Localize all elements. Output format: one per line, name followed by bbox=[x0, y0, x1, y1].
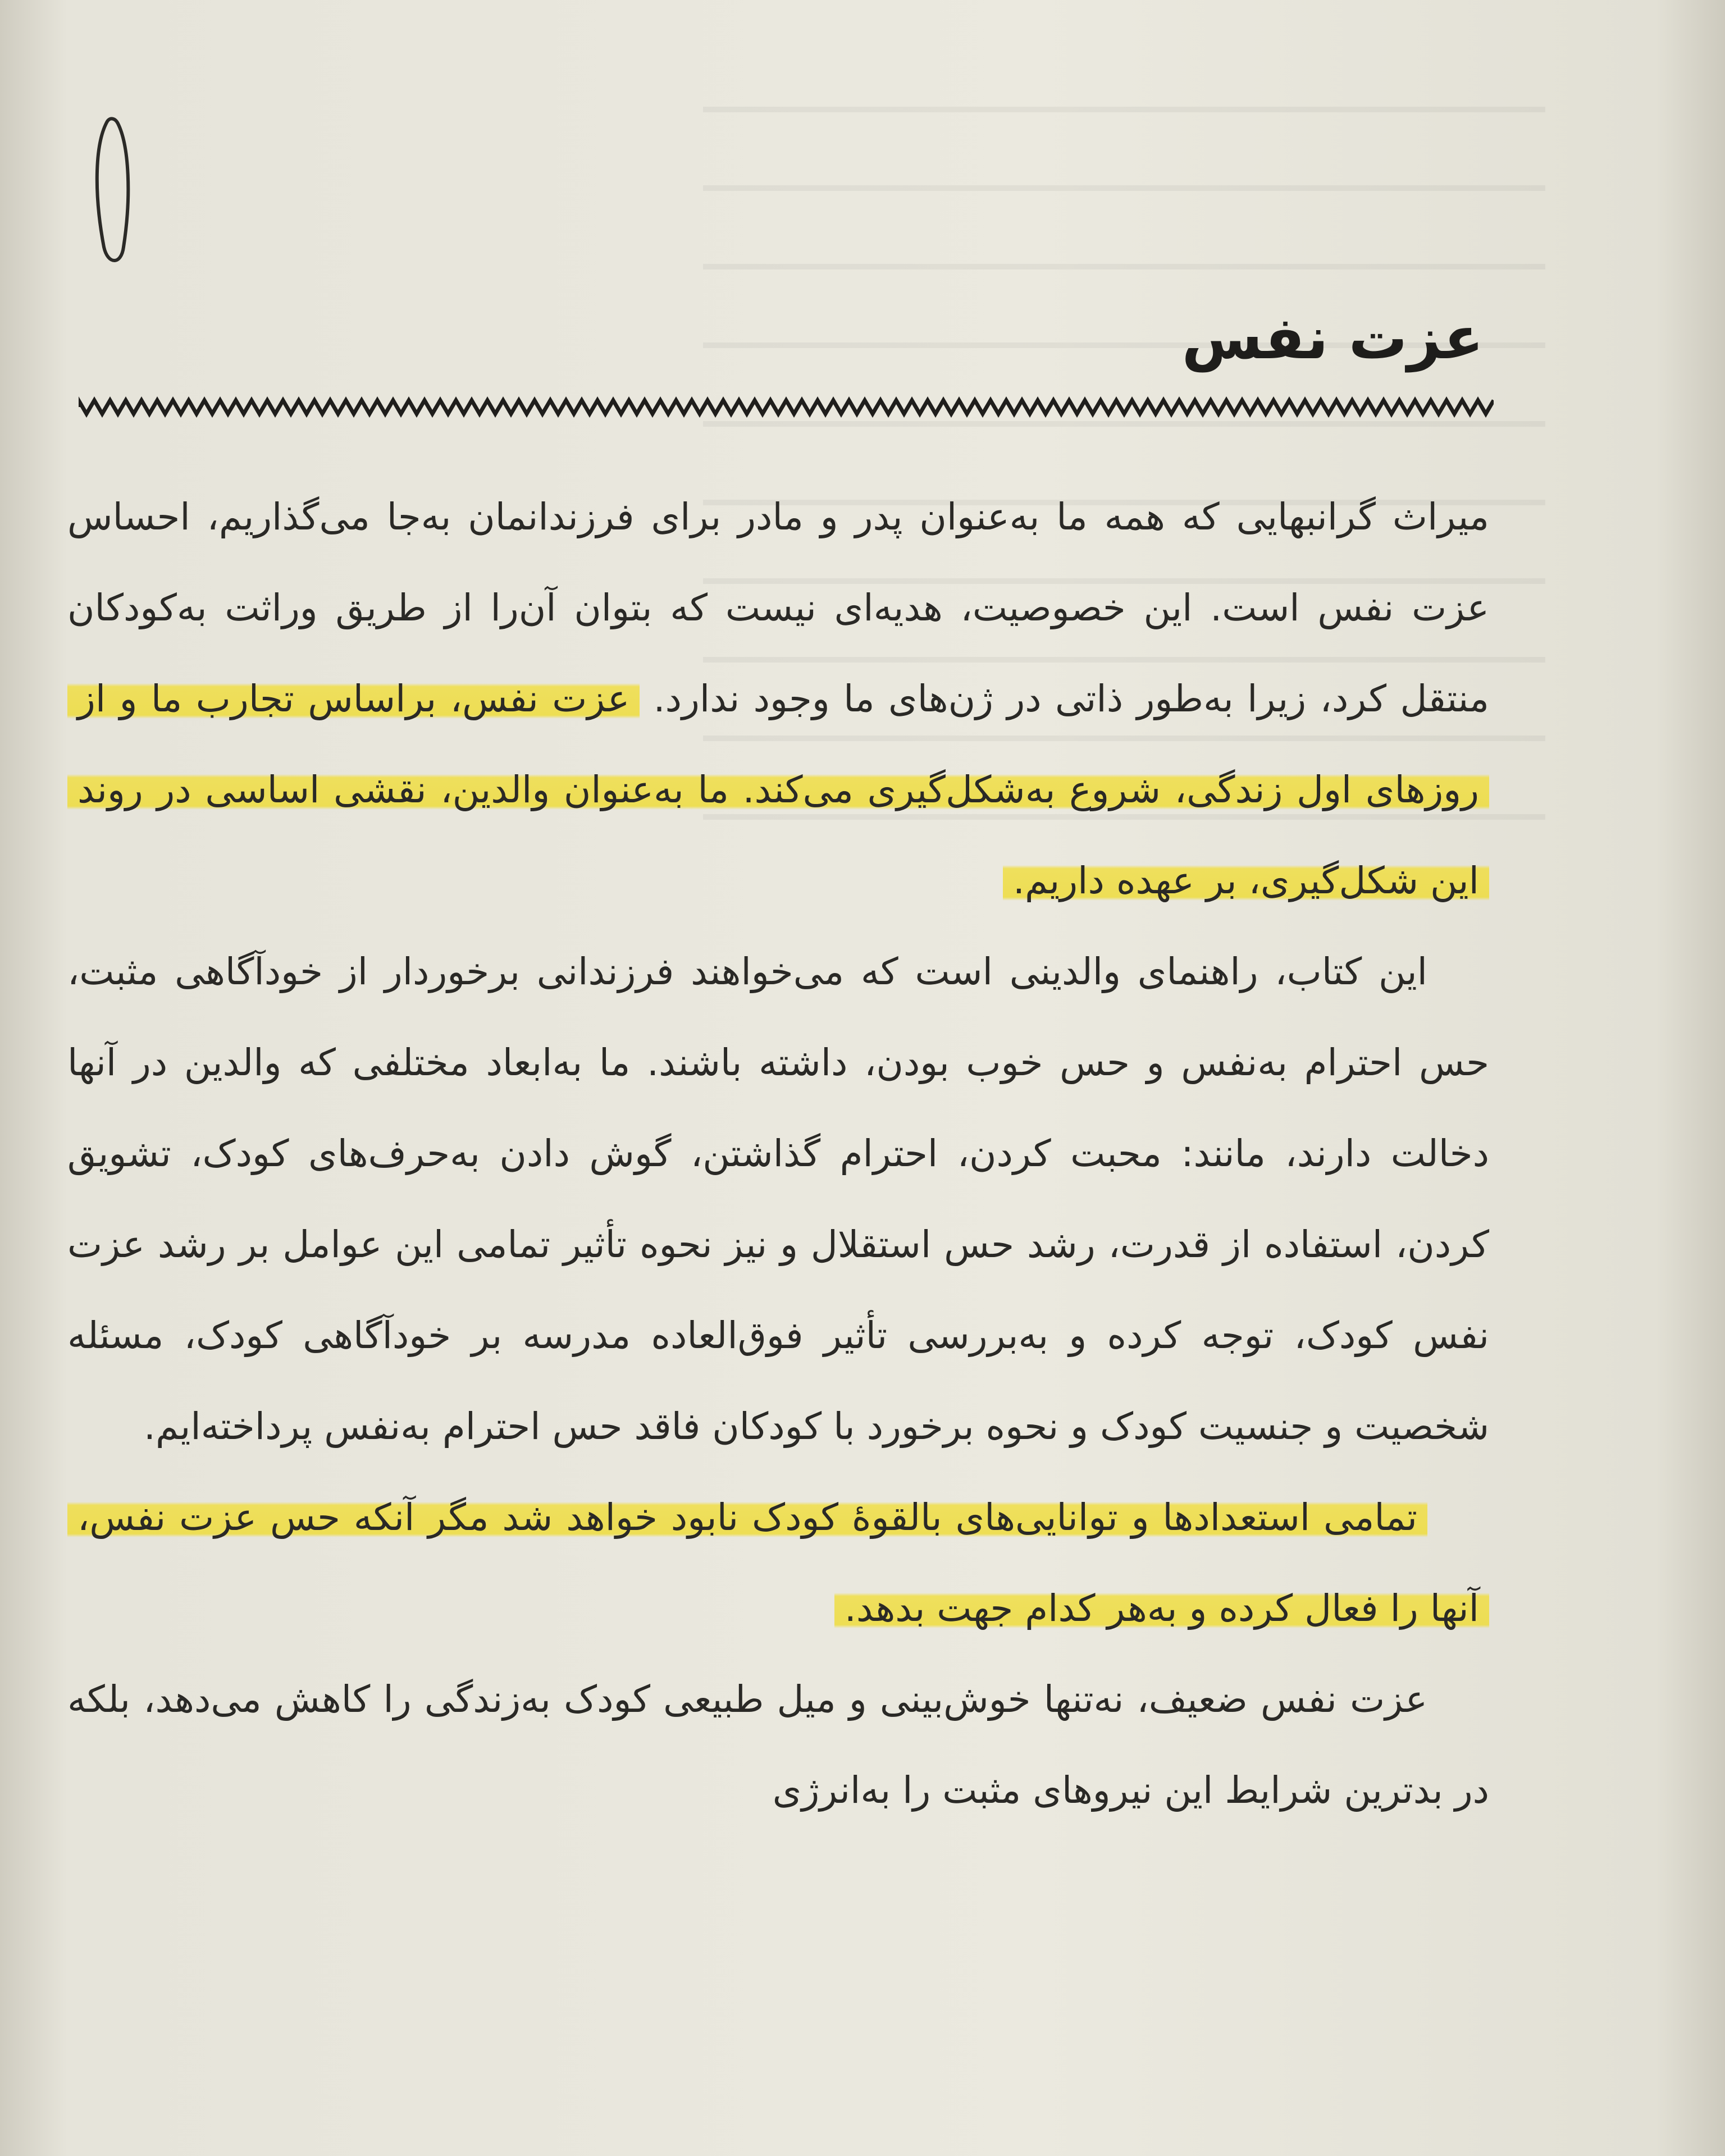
paragraph-text: این کتاب، راهنمای والدینی است که می‌خواهند فرزندانی برخوردار از خودآگاهی مثبت، حس احترام به‌نفس و حس خوب بودن، داشته باشند. ما به‌ابعاد مختلفی که والدین در آنها دخالت دارند، مانند: محبت کردن، احترام گذاشتن، گوش دادن به‌حرف‌های کودک، تشویق کردن، استفاده از قدرت، رشد حس استقلال و نیز نحوه تأثیر تمامی این عوامل بر رشد عزت نفس کودک، توجه کرده و به‌بررسی تأثیر فوق‌العاده مدرسه بر خودآگاهی کودک، مسئله شخصیت و جنسیت کودک و نحوه برخورد با کودکان فاقد حس احترام به‌نفس پرداخته‌ایم. bbox=[67, 950, 1489, 1448]
chapter-number-glyph bbox=[84, 112, 146, 275]
chapter-body bbox=[67, 472, 1489, 1836]
body-paragraph bbox=[67, 472, 1489, 926]
paragraph-text: عزت نفس ضعیف، نه‌تنها خوش‌بینی و میل طبیعی کودک به‌زندگی را کاهش می‌دهد، بلکه در بدترین شرایط این نیروهای مثبت را به‌انرژی bbox=[67, 1678, 1489, 1812]
chapter-title: عزت نفس bbox=[1181, 304, 1484, 372]
highlighted-text: عزت نفس، براساس تجارب ما و از روزهای اول زندگی، شروع به‌شکل‌گیری می‌کند. ما به‌عنوان والدین، نقشی اساسی در روند این شکل‌گیری، بر عهده داریم. bbox=[67, 677, 1489, 902]
paragraph-text: میراث گرانبهایی که همه ما به‌عنوان پدر و مادر برای فرزندانمان به‌جا می‌گذاریم، احساس عزت نفس است. این خصوصیت، هدیه‌ای نیست که بتوان آن‌را از طریق وراثت به‌کودکان منتقل کرد، زیرا به‌طور ذاتی در ژن‌های ما وجود ندارد. bbox=[67, 495, 1489, 720]
body-paragraph bbox=[67, 1654, 1489, 1836]
highlighted-text: تمامی استعدادها و توانایی‌های بالقوهٔ کودک نابود خواهد شد مگر آنکه حس عزت نفس، آنها را فعال کرده و به‌هر کدام جهت بدهد. bbox=[67, 1496, 1489, 1630]
wavy-divider bbox=[79, 387, 1494, 427]
body-paragraph bbox=[67, 1472, 1489, 1654]
body-paragraph bbox=[67, 926, 1489, 1472]
